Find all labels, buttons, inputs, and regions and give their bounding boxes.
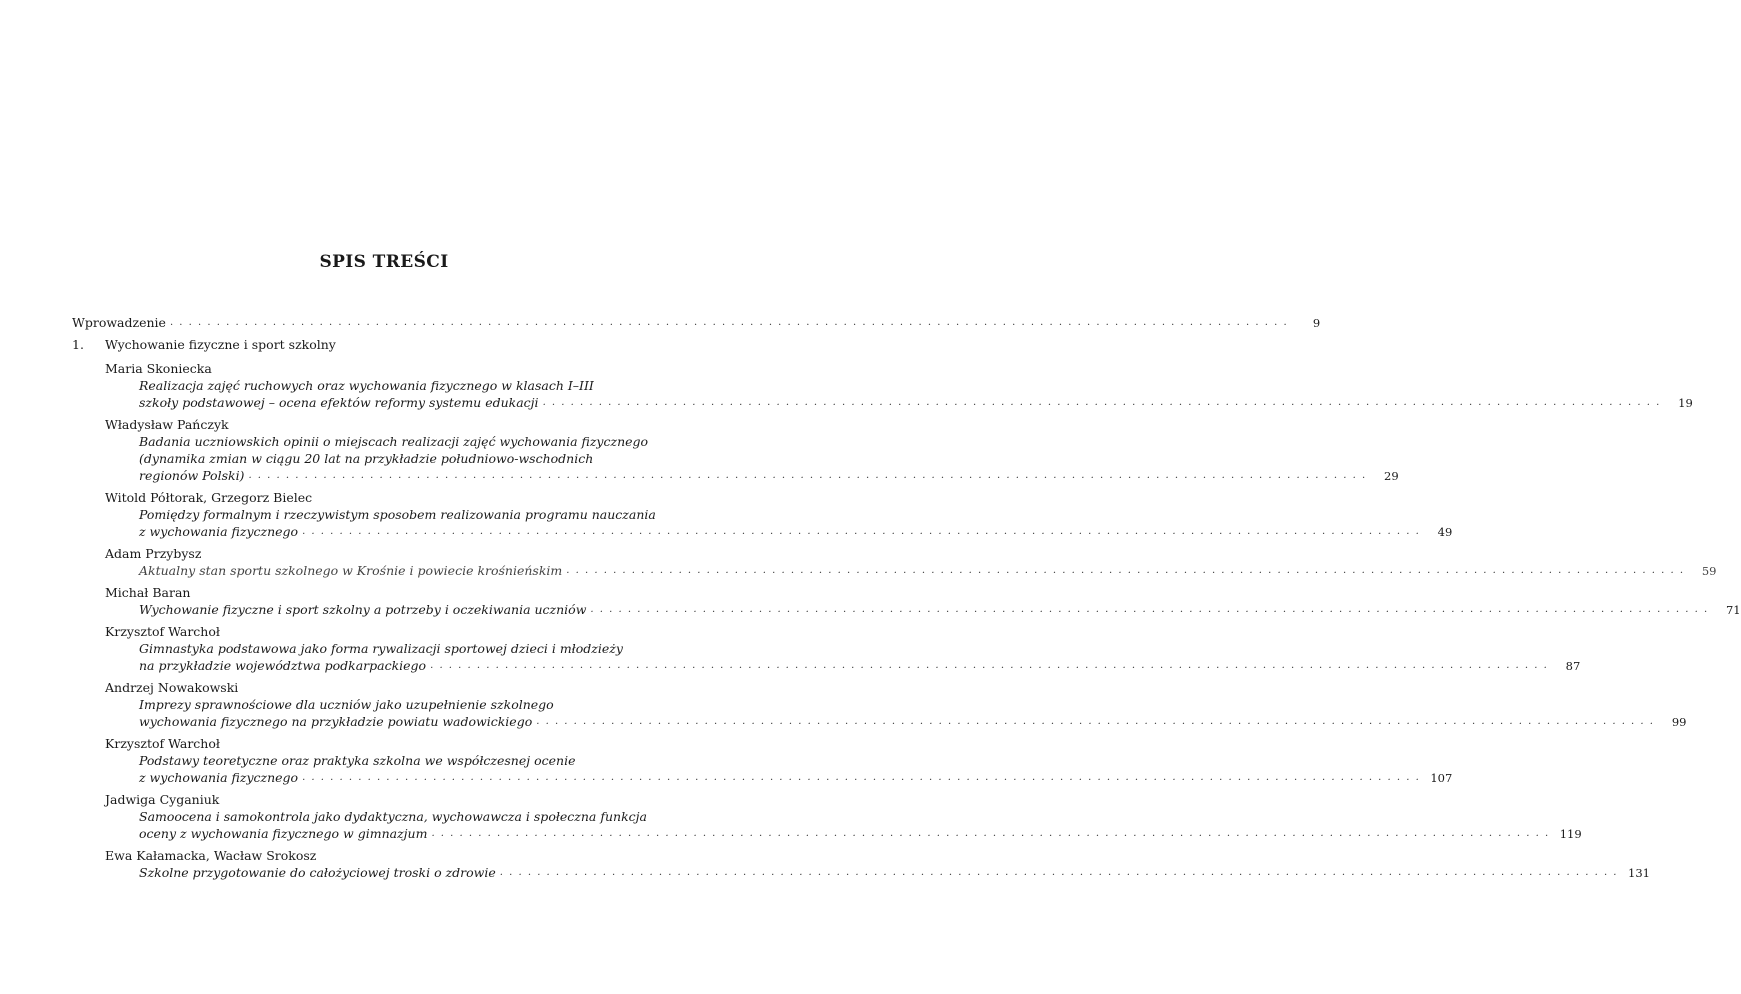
entry-page-number: 19 xyxy=(1678,396,1693,410)
toc-intro-label: Wprowadzenie xyxy=(72,315,166,330)
section-number: 1. xyxy=(72,337,84,352)
entry-title-line: Gimnastyka podstawowa jako forma rywalizacji sportowej dzieci i młodzieży xyxy=(139,641,623,656)
entry-title-last-line: z wychowania fizycznego xyxy=(139,524,299,539)
entry-title-last-line: wychowania fizycznego na przykładzie powiatu wadowickiego xyxy=(139,714,533,729)
entry-title xyxy=(139,696,1687,731)
entry-page-number: 131 xyxy=(1628,866,1650,880)
entry-title-last-line: oceny z wychowania fizycznego w gimnazjum xyxy=(139,826,428,841)
page-title: SPIS TREŚCI xyxy=(319,252,449,272)
entry-title-line: Pomiędzy formalnym i rzeczywistym sposobem realizowania programu nauczania xyxy=(139,507,656,522)
toc-entry[interactable] xyxy=(105,584,1741,619)
toc-entry[interactable] xyxy=(105,545,1717,580)
leader-dots: . . . . . . . . . . . . . . . . . . . . . . . . . . . . . . . . . . . . . . . . . . . . . . . . . . . . . . . . . . . . . . . . . . . . . . . . . . . . . . . . . . . . . . . . . . . . . . . . . . . . . . . . . . . . . . . . . . . . . . . . xyxy=(302,772,1421,783)
toc-entry[interactable] xyxy=(105,360,1693,412)
entry-page-number: 71 xyxy=(1725,603,1741,617)
entry-title-line: Samoocena i samokontrola jako dydaktyczna, wychowawcza i społeczna funkcja xyxy=(139,809,647,824)
entry-title-line: Realizacja zajęć ruchowych oraz wychowania fizycznego w klasach I–III xyxy=(139,378,594,393)
entry-title xyxy=(139,640,1581,675)
leader-dots: . . . . . . . . . . . . . . . . . . . . . . . . . . . . . . . . . . . . . . . . . . . . . . . . . . . . . . . . . . . . . . . . . . . . . . . . . . . . . . . . . . . . . . . . . . . . . . . . . . . . . . . . . . . . . . . . . . . . . . . . xyxy=(590,604,1709,615)
entry-title-last-line: z wychowania fizycznego xyxy=(139,770,299,785)
leader-dots: . . . . . . . . . . . . . . . . . . . . . . . . . . . . . . . . . . . . . . . . . . . . . . . . . . . . . . . . . . . . . . . . . . . . . . . . . . . . . . . . . . . . . . . . . . . . . . . . . . . . . . . . . . . . . . . . . . . . . . . . xyxy=(169,317,1289,328)
entry-page-number: 119 xyxy=(1559,827,1582,841)
entry-author: Władysław Pańczyk xyxy=(105,417,229,432)
entry-title xyxy=(139,377,1693,412)
entry-title-last-line: regionów Polski) xyxy=(139,468,245,483)
entry-author: Witold Półtorak, Grzegorz Bielec xyxy=(105,490,313,505)
entry-title xyxy=(139,864,1650,882)
entry-title-last-line: Szkolne przygotowanie do całożyciowej troski o zdrowie xyxy=(139,865,496,880)
leader-dots: . . . . . . . . . . . . . . . . . . . . . . . . . . . . . . . . . . . . . . . . . . . . . . . . . . . . . . . . . . . . . . . . . . . . . . . . . . . . . . . . . . . . . . . . . . . . . . . . . . . . . . . . . . . . . . . . . . . . . . . . xyxy=(536,716,1655,727)
toc-entry[interactable] xyxy=(105,791,1582,843)
toc-entry[interactable] xyxy=(105,623,1581,675)
leader-dots: . . . . . . . . . . . . . . . . . . . . . . . . . . . . . . . . . . . . . . . . . . . . . . . . . . . . . . . . . . . . . . . . . . . . . . . . . . . . . . . . . . . . . . . . . . . . . . . . . . . . . . . . . . . . . . . . . . . . . . . . xyxy=(566,565,1685,576)
entry-author: Andrzej Nowakowski xyxy=(105,680,239,695)
entry-title-last-row xyxy=(139,825,1582,843)
entry-title xyxy=(139,506,1453,541)
entry-title-last-row xyxy=(139,657,1581,675)
entry-page-number: 87 xyxy=(1565,659,1581,673)
entry-title xyxy=(139,433,1399,485)
entry-title xyxy=(139,808,1582,843)
entry-title xyxy=(139,752,1453,787)
toc-entry[interactable] xyxy=(105,416,1399,485)
entry-title-last-row xyxy=(139,394,1693,412)
toc-intro-row[interactable] xyxy=(72,314,1321,332)
entry-author: Ewa Kałamacka, Wacław Srokosz xyxy=(105,848,317,863)
entry-title-line: Podstawy teoretyczne oraz praktyka szkolna we współczesnej ocenie xyxy=(139,753,576,768)
entry-page-number: 49 xyxy=(1437,525,1453,539)
leader-dots: . . . . . . . . . . . . . . . . . . . . . . . . . . . . . . . . . . . . . . . . . . . . . . . . . . . . . . . . . . . . . . . . . . . . . . . . . . . . . . . . . . . . . . . . . . . . . . . . . . . . . . . . . . . . . . . . . . . . . . . . xyxy=(542,397,1661,408)
leader-dots: . . . . . . . . . . . . . . . . . . . . . . . . . . . . . . . . . . . . . . . . . . . . . . . . . . . . . . . . . . . . . . . . . . . . . . . . . . . . . . . . . . . . . . . . . . . . . . . . . . . . . . . . . . . . . . . . . . . . . . . . xyxy=(430,660,1549,671)
entry-page-number: 99 xyxy=(1671,715,1687,729)
entry-title-line: Imprezy sprawnościowe dla uczniów jako uzupełnienie szkolnego xyxy=(139,697,554,712)
toc-intro-page: 9 xyxy=(1312,316,1321,330)
table-of-contents xyxy=(72,314,1741,886)
leader-dots: . . . . . . . . . . . . . . . . . . . . . . . . . . . . . . . . . . . . . . . . . . . . . . . . . . . . . . . . . . . . . . . . . . . . . . . . . . . . . . . . . . . . . . . . . . . . . . . . . . . . . . . . . . . . . . . . . . . . . . . . xyxy=(431,828,1550,839)
entry-author: Maria Skoniecka xyxy=(105,361,212,376)
entry-title-line: Badania uczniowskich opinii o miejscach realizacji zajęć wychowania fizycznego xyxy=(139,434,649,449)
entry-author: Jadwiga Cyganiuk xyxy=(105,792,220,807)
toc-section-heading[interactable] xyxy=(72,336,668,354)
entry-title xyxy=(139,601,1741,619)
toc-entry[interactable] xyxy=(105,489,1453,541)
entry-title-last-row xyxy=(139,864,1650,882)
entry-page-number: 29 xyxy=(1384,469,1399,483)
entry-author: Krzysztof Warchoł xyxy=(105,624,220,639)
entry-title-last-row xyxy=(139,713,1687,731)
entry-title-last-row xyxy=(139,769,1453,787)
section-label: Wychowanie fizyczne i sport szkolny xyxy=(105,337,336,352)
entry-author: Michał Baran xyxy=(105,585,191,600)
entry-title-line: (dynamika zmian w ciągu 20 lat na przykładzie południowo-wschodnich xyxy=(139,451,594,466)
entry-title-last-line: na przykładzie województwa podkarpackiego xyxy=(139,658,427,673)
leader-dots: . . . . . . . . . . . . . . . . . . . . . . . . . . . . . . . . . . . . . . . . . . . . . . . . . . . . . . . . . . . . . . . . . . . . . . . . . . . . . . . . . . . . . . . . . . . . . . . . . . . . . . . . . . . . . . . . . . . . . . . . xyxy=(302,526,1421,537)
toc-entry[interactable] xyxy=(105,847,1650,882)
entry-title xyxy=(139,562,1717,580)
entry-title-last-row xyxy=(139,523,1453,541)
entry-title-last-row xyxy=(139,601,1741,619)
leader-dots: . . . . . . . . . . . . . . . . . . . . . . . . . . . . . . . . . . . . . . . . . . . . . . . . . . . . . . . . . . . . . . . . . . . . . . . . . . . . . . . . . . . . . . . . . . . . . . . . . . . . . . . . . . . . . . . . . . . . . . . . xyxy=(499,867,1618,878)
entry-title-last-line: szkoły podstawowej – ocena efektów reformy systemu edukacji xyxy=(139,395,539,410)
entry-author: Adam Przybysz xyxy=(105,546,202,561)
entry-page-number: 59 xyxy=(1701,564,1717,578)
entry-page-number: 107 xyxy=(1430,771,1453,785)
toc-entries xyxy=(72,360,1741,882)
entry-title-last-line: Wychowanie fizyczne i sport szkolny a potrzeby i oczekiwania uczniów xyxy=(139,602,587,617)
toc-entry[interactable] xyxy=(105,735,1453,787)
entry-title-last-line: Aktualny stan sportu szkolnego w Krośnie i powiecie krośnieńskim xyxy=(139,563,563,578)
leader-dots: . . . . . . . . . . . . . . . . . . . . . . . . . . . . . . . . . . . . . . . . . . . . . . . . . . . . . . . . . . . . . . . . . . . . . . . . . . . . . . . . . . . . . . . . . . . . . . . . . . . . . . . . . . . . . . . . . . . . . . . . xyxy=(248,470,1367,481)
entry-title-last-row xyxy=(139,467,1399,485)
entry-title-last-row xyxy=(139,562,1717,580)
entry-author: Krzysztof Warchoł xyxy=(105,736,220,751)
toc-entry[interactable] xyxy=(105,679,1687,731)
